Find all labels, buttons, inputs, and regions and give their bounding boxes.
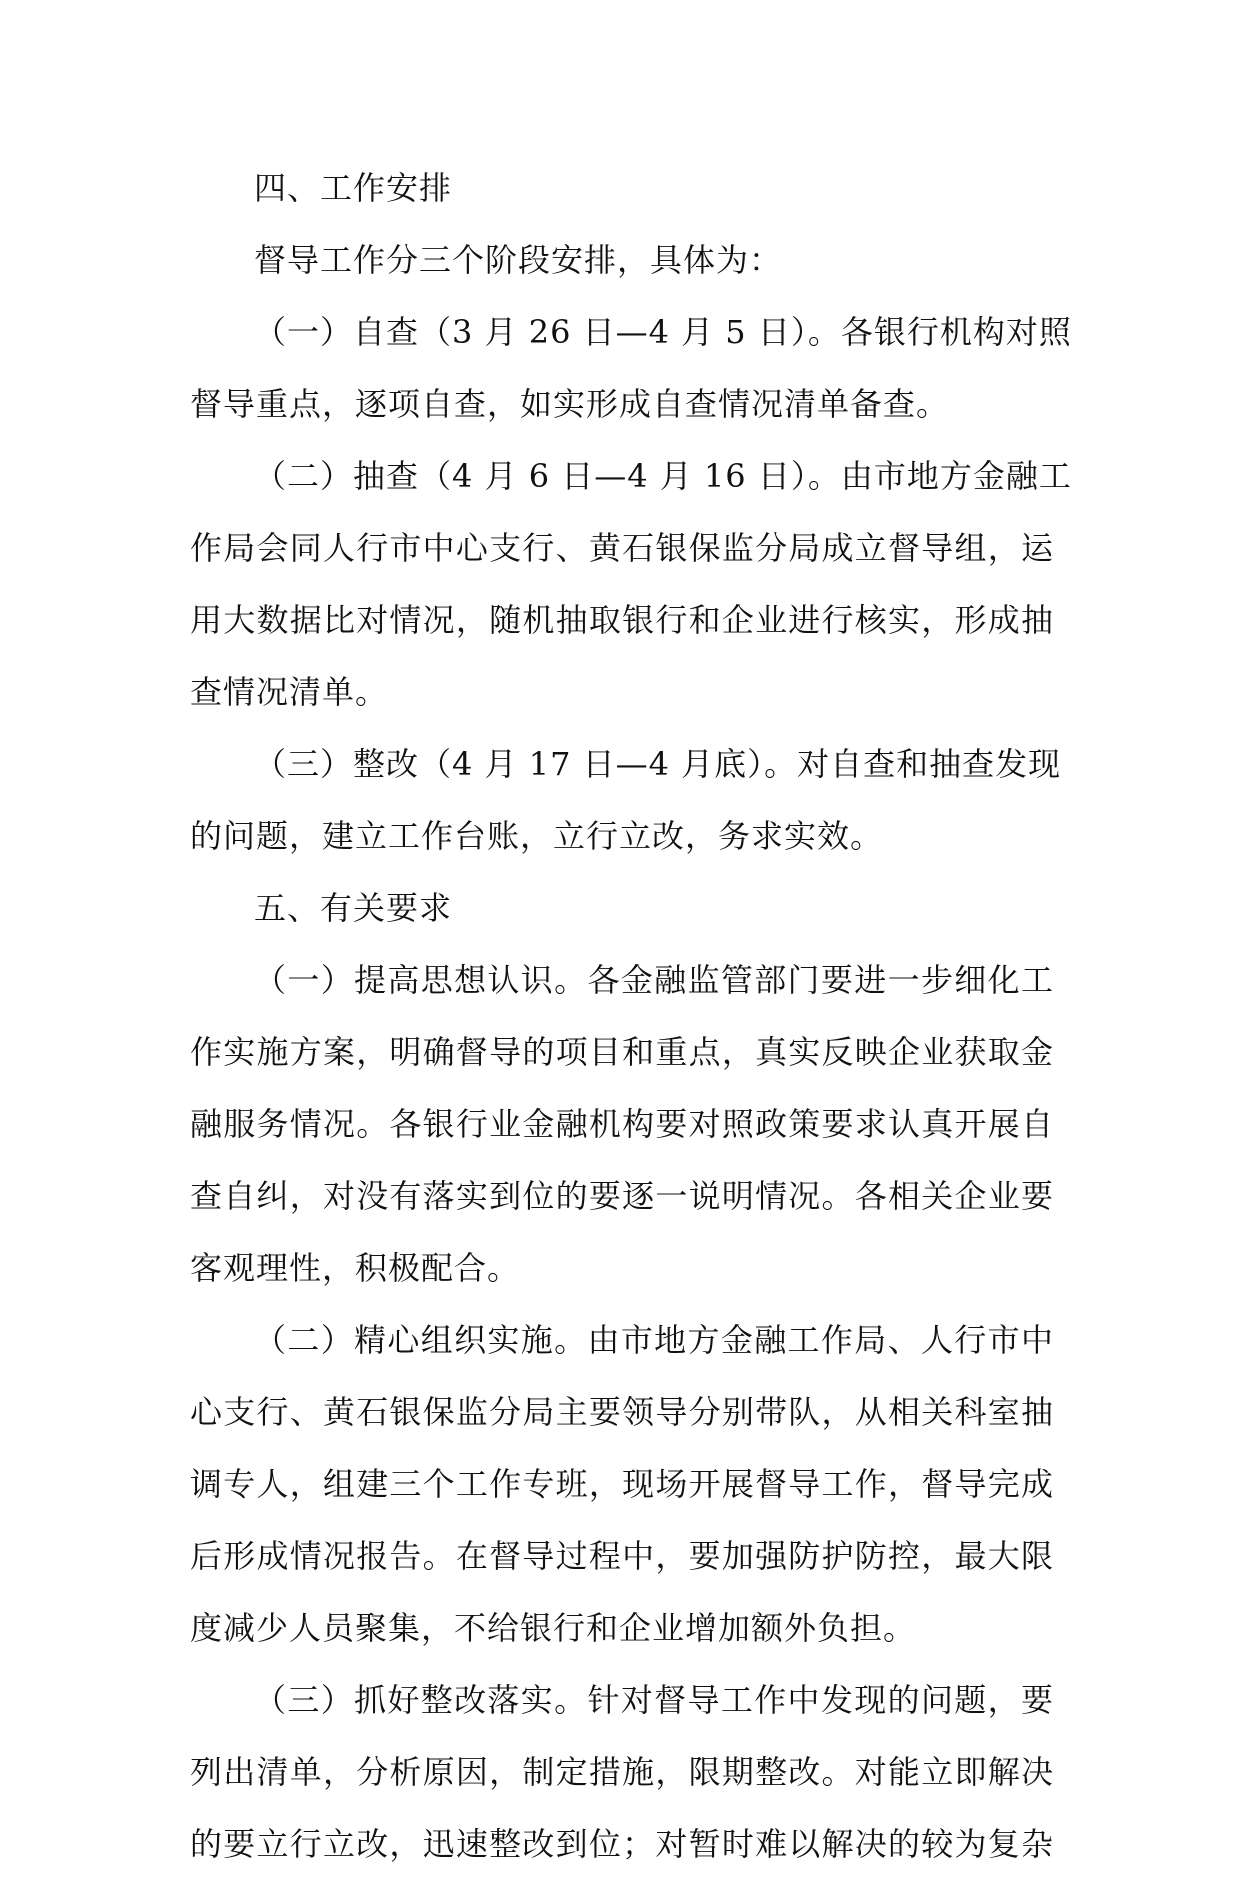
section-heading: 五、有关要求 (254, 889, 453, 927)
paragraph-line: （二）精心组织实施。由市地方金融工作局、人行市中 (254, 1321, 1054, 1359)
paragraph-line: （三）抓好整改落实。针对督导工作中发现的问题，要 (254, 1681, 1054, 1719)
paragraph-line: 客观理性，积极配合。 (190, 1249, 521, 1287)
paragraph-line: 用大数据比对情况，随机抽取银行和企业进行核实，形成抽 (190, 601, 1054, 639)
paragraph-line: 查自纠，对没有落实到位的要逐一说明情况。各相关企业要 (190, 1177, 1054, 1215)
paragraph-line: （三）整改（4 月 17 日—4 月底）。对自查和抽查发现 (254, 745, 1062, 783)
paragraph-line: 的问题，建立工作台账，立行立改，务求实效。 (190, 817, 884, 855)
section-heading: 四、工作安排 (254, 169, 453, 207)
paragraph-line: （二）抽查（4 月 6 日—4 月 16 日）。由市地方金融工 (254, 457, 1072, 495)
paragraph-line: 督导工作分三个阶段安排，具体为： (254, 241, 783, 279)
paragraph-line: 心支行、黄石银保监分局主要领导分别带队，从相关科室抽 (190, 1393, 1054, 1431)
document-body (190, 152, 1072, 1880)
paragraph-line: 度减少人员聚集，不给银行和企业增加额外负担。 (190, 1609, 917, 1647)
paragraph-line: 列出清单，分析原因，制定措施，限期整改。对能立即解决 (190, 1753, 1054, 1791)
paragraph-line: （一）提高思想认识。各金融监管部门要进一步细化工 (254, 961, 1054, 999)
paragraph-line: 融服务情况。各银行业金融机构要对照政策要求认真开展自 (190, 1105, 1054, 1143)
paragraph-line: 的要立行立改，迅速整改到位；对暂时难以解决的较为复杂 (190, 1825, 1054, 1863)
paragraph-line: （一）自查（3 月 26 日—4 月 5 日）。各银行机构对照 (254, 313, 1072, 351)
paragraph-line: 调专人，组建三个工作专班，现场开展督导工作，督导完成 (190, 1465, 1054, 1503)
paragraph-line: 后形成情况报告。在督导过程中，要加强防护防控，最大限 (190, 1537, 1054, 1575)
paragraph-line: 查情况清单。 (190, 673, 389, 711)
paragraph-line: 作实施方案，明确督导的项目和重点，真实反映企业获取金 (190, 1033, 1054, 1071)
paragraph-line: 督导重点，逐项自查，如实形成自查情况清单备查。 (190, 385, 950, 423)
paragraph-line: 作局会同人行市中心支行、黄石银保监分局成立督导组，运 (190, 529, 1054, 567)
